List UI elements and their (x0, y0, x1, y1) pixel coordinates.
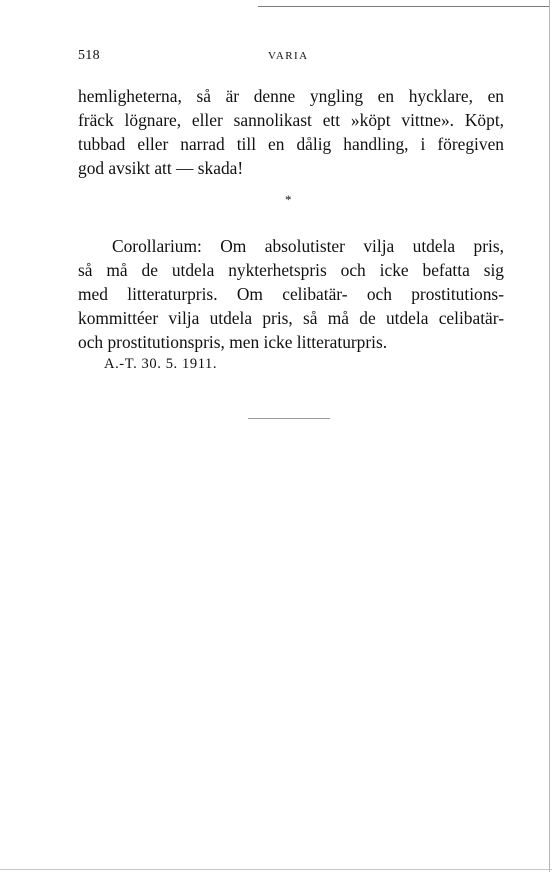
text-line: kommittéer vilja utdela pris, så må de utdela celibatär- (78, 308, 504, 328)
running-head (78, 48, 504, 68)
section-title: VARIA (268, 50, 309, 62)
page-number: 518 (78, 48, 100, 63)
section-separator: * (285, 192, 292, 207)
text-line: med litteraturpris. Om celibatär- och prostitutions- (78, 284, 504, 304)
dateline: A.-T. 30. 5. 1911. (104, 356, 218, 372)
text-line: så må de utdela nykterhetspris och icke befatta sig (78, 260, 504, 280)
text-line: och prostitutionspris, men icke litteraturpris. (78, 332, 388, 352)
text-line: god avsikt att — skada! (78, 158, 244, 178)
text-line: Corollarium: Om absolutister vilja utdela pris, (112, 236, 504, 256)
scan-edge-top (258, 6, 550, 7)
scan-edge-bottom (0, 869, 552, 870)
text-line: hemligheterna, så är denne yngling en hycklare, en (78, 86, 504, 106)
end-rule (248, 418, 330, 419)
continuation-paragraph (78, 84, 504, 180)
text-line: fräck lögnare, eller sannolikast ett »köpt vittne». Köpt, (78, 110, 504, 130)
scan-edge-right (549, 0, 550, 872)
corollary-paragraph (78, 234, 504, 354)
text-line: tubbad eller narrad till en dålig handling, i föregiven (78, 134, 504, 154)
